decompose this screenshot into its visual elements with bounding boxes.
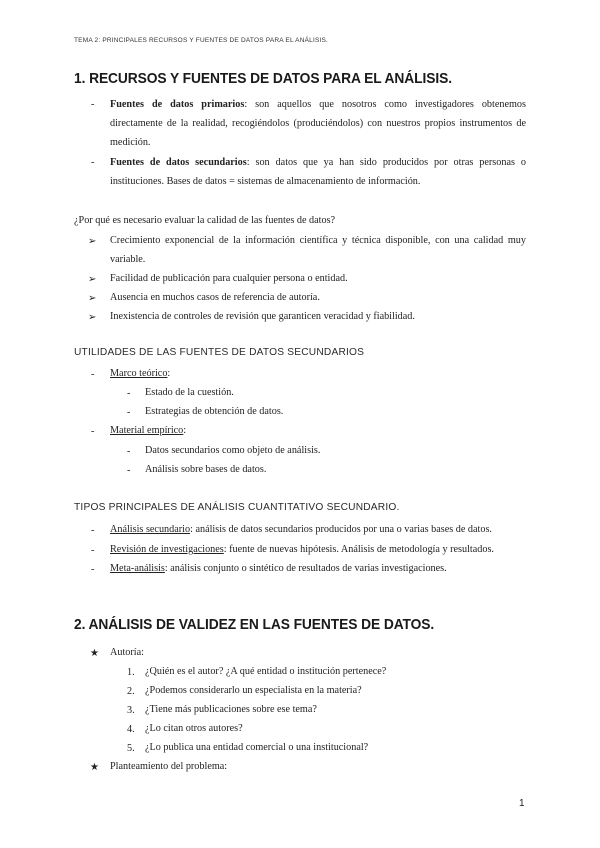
primary-sources-item: [110, 95, 526, 153]
section2-title: 2. ANÁLISIS DE VALIDEZ EN LAS FUENTES DE DATOS.: [74, 616, 435, 633]
material-label: Material empírico:: [110, 425, 187, 436]
dash-bullet: -: [127, 446, 131, 457]
type-item: [110, 520, 492, 539]
material-subitem: Datos secundarios como objeto de análisis.: [145, 445, 321, 456]
reason-item: Facilidad de publicación para cualquier persona o entidad.: [110, 273, 348, 284]
type-text: : análisis de datos secundarios producidos por una o varias bases de datos.: [190, 524, 492, 535]
type-text: : análisis conjunto o sintético de resultados de varias investigaciones.: [164, 563, 447, 574]
list-number: 4.: [127, 724, 135, 735]
autoria-question: ¿Tiene más publicaciones sobre ese tema?: [145, 704, 317, 715]
star-bullet-icon: ★: [90, 648, 100, 659]
list-number: 1.: [127, 667, 135, 678]
list-number: 2.: [127, 686, 135, 697]
utilities-heading: UTILIDADES DE LAS FUENTES DE DATOS SECUNDARIOS: [74, 347, 365, 358]
arrow-bullet-icon: ➢: [88, 274, 97, 285]
reason-item: Crecimiento exponencial de la información científica y técnica disponible, con una calidad muy variable.: [110, 235, 526, 266]
autoria-question: ¿Quién es el autor? ¿A qué entidad o institución pertenece?: [145, 666, 387, 677]
type-item: [110, 559, 447, 578]
running-header: TEMA 2: PRINCIPALES RECURSOS Y FUENTES DE DATOS PARA EL ANÁLISIS.: [74, 37, 329, 44]
dash-bullet: -: [127, 465, 131, 476]
autoria-question: ¿Lo publica una entidad comercial o una institucional?: [145, 742, 369, 753]
marco-term: Marco teórico: [110, 368, 168, 379]
arrow-bullet-icon: ➢: [88, 312, 97, 323]
material-subitem: Análisis sobre bases de datos.: [145, 464, 267, 475]
dash-bullet: -: [127, 388, 131, 399]
list-number: 5.: [127, 743, 135, 754]
type-term: Meta-análisis: [110, 563, 165, 574]
quality-question: ¿Por qué es necesario evaluar la calidad de las fuentes de datos?: [74, 215, 336, 226]
dash-bullet: -: [91, 545, 95, 556]
primary-sources-text: : son aquellos que nosotros como investigadores obtenemos directamente de la realidad, recogiéndolos (produciéndolos) con nuestros propios instrumentos de medición.: [110, 99, 526, 149]
list-number: 3.: [127, 705, 135, 716]
secondary-sources-text: : son datos que ya han sido producidos por otras personas o instituciones. Bases de datos = sistemas de almacenamiento de información.: [110, 157, 526, 188]
dash-bullet: -: [91, 426, 95, 437]
section1-title: 1. RECURSOS Y FUENTES DE DATOS PARA EL ANÁLISIS.: [74, 70, 452, 87]
arrow-bullet-icon: ➢: [88, 293, 97, 304]
dash-bullet: -: [91, 564, 95, 575]
dash-bullet: -: [91, 157, 95, 168]
secondary-sources-term: Fuentes de datos secundarios: [110, 157, 247, 168]
arrow-bullet-icon: ➢: [88, 236, 97, 247]
types-heading: TIPOS PRINCIPALES DE ANÁLISIS CUANTITATIVO SECUNDARIO.: [74, 502, 400, 513]
type-text: : fuente de nuevas hipótesis. Análisis de metodología y resultados.: [223, 544, 494, 555]
planteamiento-label: Planteamiento del problema:: [110, 761, 228, 772]
type-item: [110, 540, 494, 559]
page-number: 1: [519, 798, 525, 809]
reason-item: Ausencia en muchos casos de referencia de autoría.: [110, 292, 320, 303]
reason-item: Inexistencia de controles de revisión que garanticen veracidad y fiabilidad.: [110, 311, 415, 322]
dash-bullet: -: [127, 407, 131, 418]
primary-sources-term: Fuentes de datos primarios: [110, 99, 245, 110]
dash-bullet: -: [91, 369, 95, 380]
material-term: Material empírico: [110, 425, 184, 436]
type-term: Análisis secundario: [110, 524, 191, 535]
autoria-question: ¿Lo citan otros autores?: [145, 723, 243, 734]
autoria-label: Autoría:: [110, 647, 144, 658]
dash-bullet: -: [91, 525, 95, 536]
star-bullet-icon: ★: [90, 762, 100, 773]
marco-subitem: Estado de la cuestión.: [145, 387, 234, 398]
autoria-question: ¿Podemos considerarlo un especialista en la materia?: [145, 685, 362, 696]
type-term: Revisión de investigaciones: [110, 544, 224, 555]
marco-label: Marco teórico:: [110, 368, 171, 379]
secondary-sources-item: [110, 153, 526, 191]
dash-bullet: -: [91, 99, 95, 110]
marco-subitem: Estrategias de obtención de datos.: [145, 406, 284, 417]
